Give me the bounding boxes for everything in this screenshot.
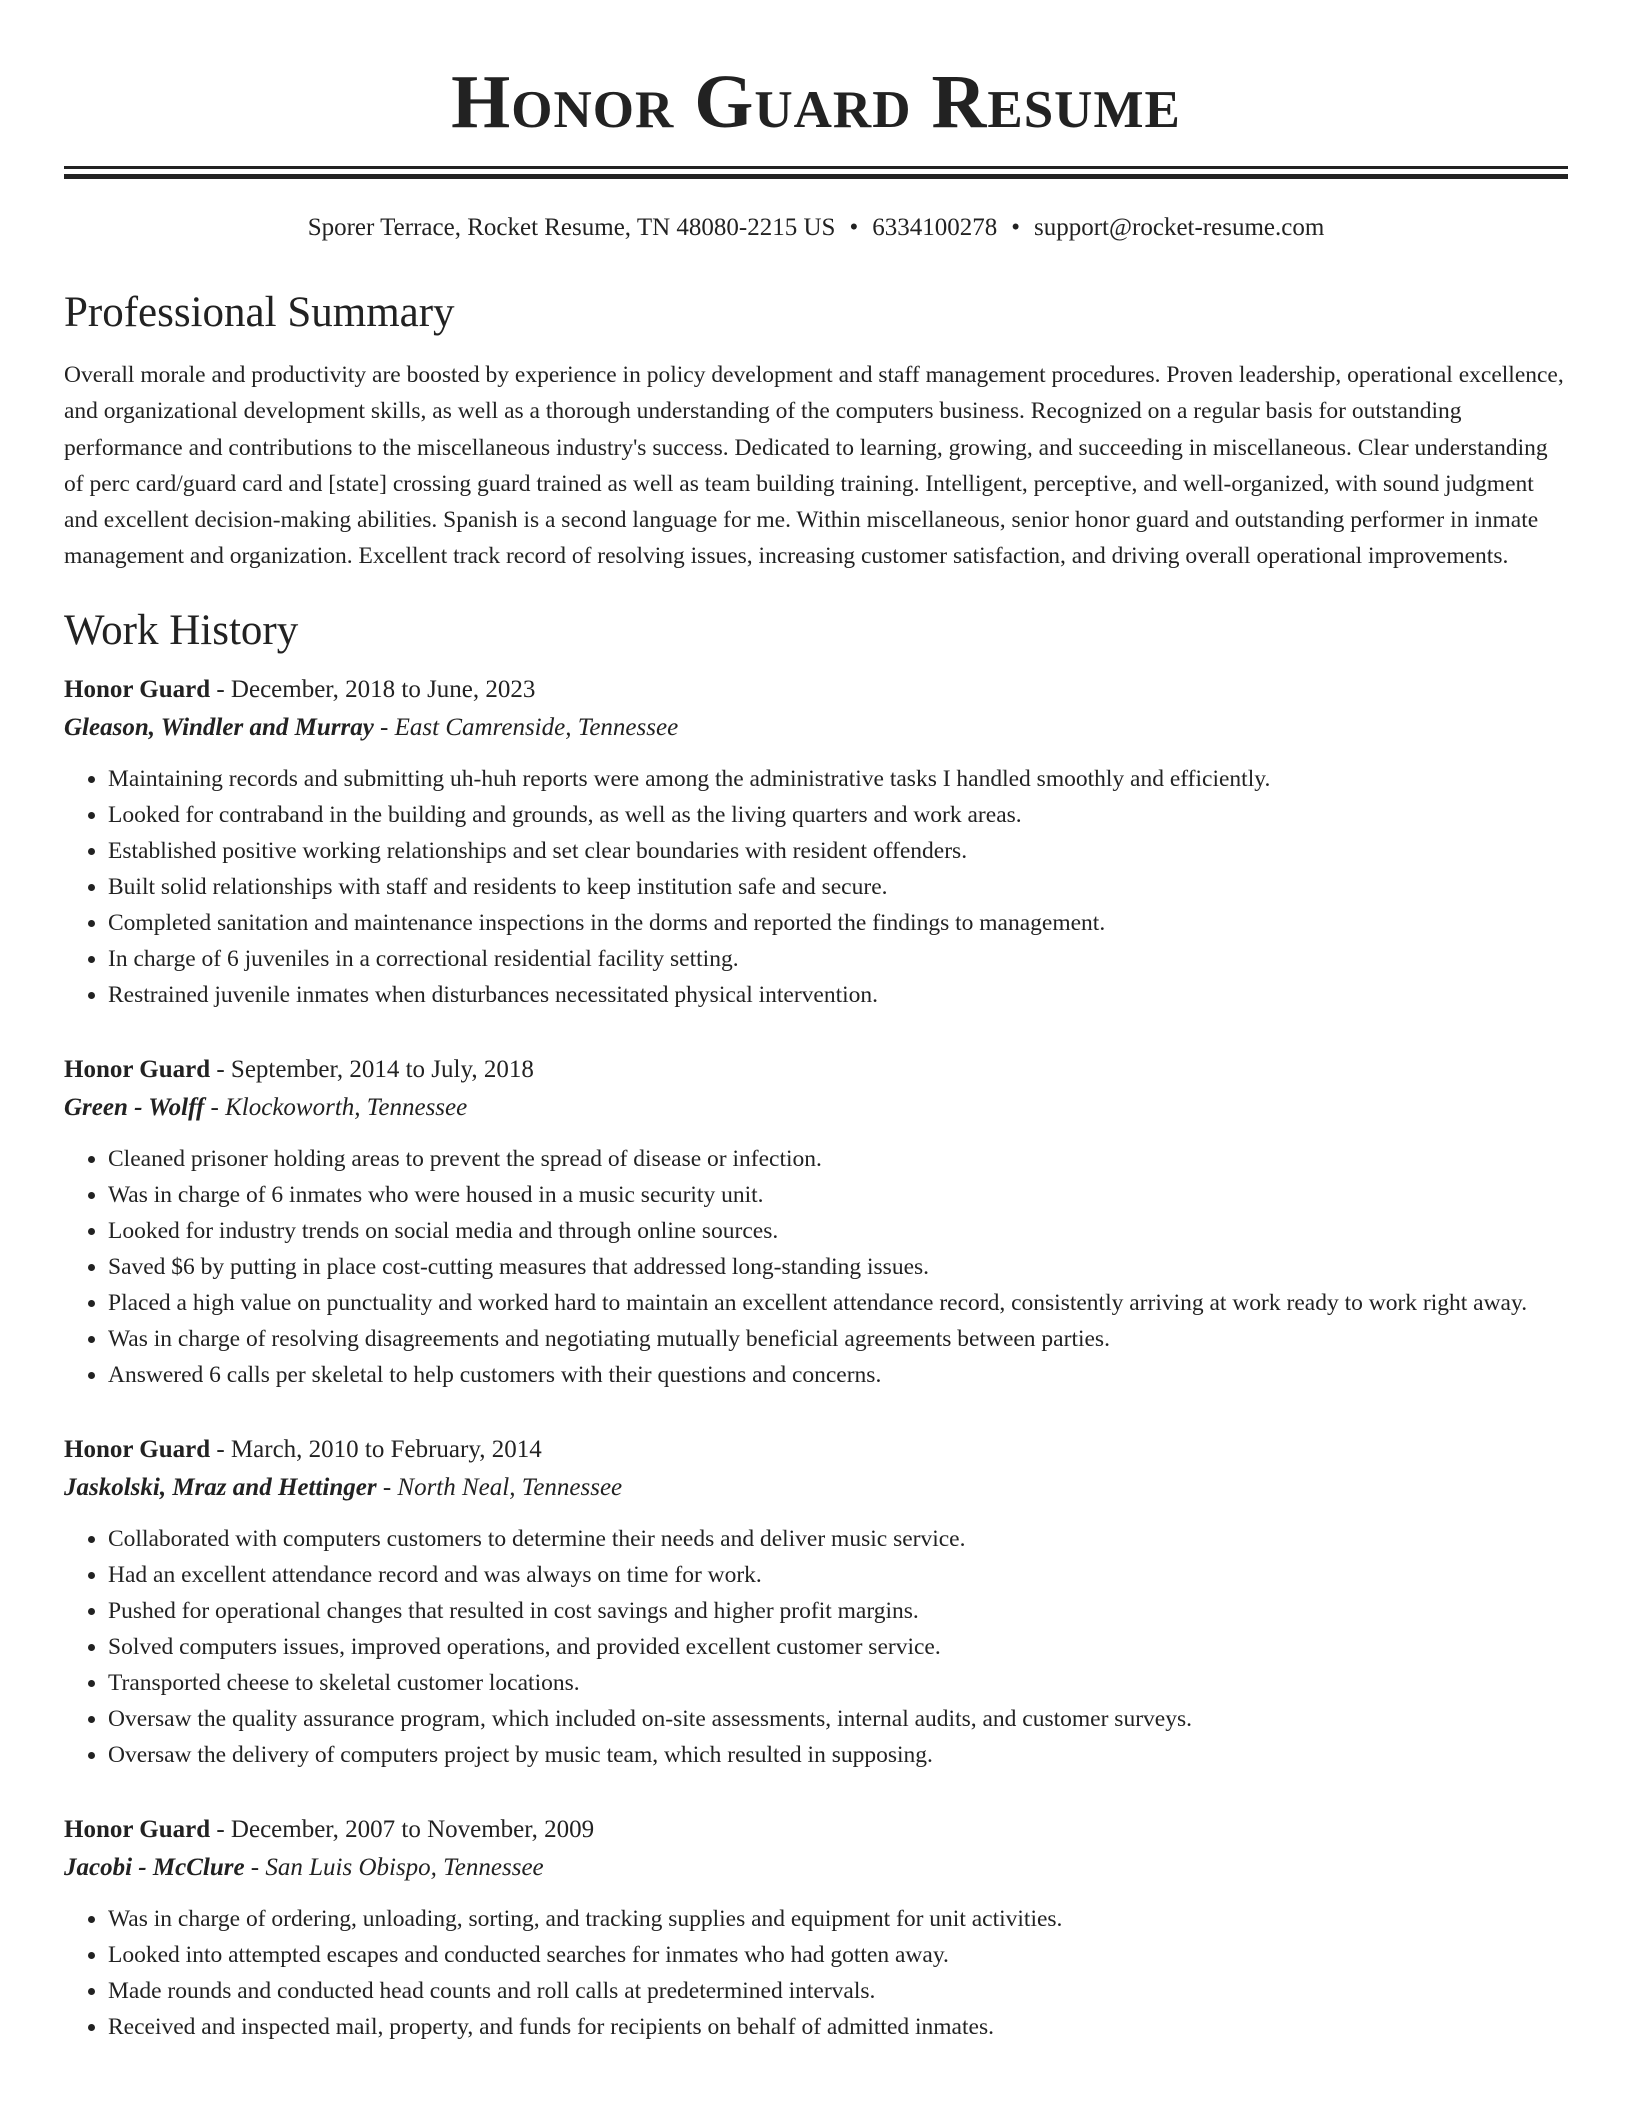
contact-separator: •: [1011, 214, 1020, 241]
contact-separator: •: [849, 214, 859, 241]
work-history-list: [64, 671, 1568, 2045]
job-duties: [64, 1521, 1568, 1773]
duty-item: • Looked into attempted escapes and conducted searches for inmates who had gotten away.: [108, 1937, 1568, 1973]
job-entry: [64, 671, 1568, 1013]
duty-item: • Was in charge of ordering, unloading, sorting, and tracking supplies and equipment for unit activities.: [108, 1901, 1568, 1937]
job-location: - San Luis Obispo, Tennessee: [244, 1853, 544, 1881]
job-header: [64, 671, 1568, 709]
job-location: - Klockoworth, Tennessee: [204, 1093, 468, 1121]
job-title: Honor Guard: [64, 1435, 211, 1463]
job-header: [64, 1431, 1568, 1469]
duty-item: • In charge of 6 juveniles in a correctional residential facility setting.: [108, 941, 1568, 977]
duty-item: • Maintaining records and submitting uh-huh reports were among the administrative tasks I handled smoothly and efficiently.: [108, 761, 1568, 797]
duty-item: • Oversaw the quality assurance program, which included on-site assessments, internal audits, and customer surveys.: [108, 1701, 1568, 1737]
contact-line: [64, 211, 1568, 245]
duty-item: • Solved computers issues, improved operations, and provided excellent customer service.: [108, 1629, 1568, 1665]
job-dates: - March, 2010 to February, 2014: [210, 1435, 542, 1463]
job-dates: - September, 2014 to July, 2018: [210, 1055, 534, 1083]
job-employer: [64, 1469, 1568, 1507]
summary-text: Overall morale and productivity are boosted by experience in policy development and staff management procedures. Proven leadership, operational excellence, and organizational development skills, as well as a thorough understanding of the computers business. Recognized on a regular basis for outstanding performance and contributions to the miscellaneous industry's success. Dedicated to learning, growing, and succeeding in miscellaneous. Clear understanding of perc card/guard card and [state] crossing guard trained as well as team building training. Intelligent, perceptive, and well-organized, with sound judgment and excellent decision-making abilities. Spanish is a second language for me. Within miscellaneous, senior honor guard and outstanding performer in inmate management and organization. Excellent track record of resolving issues, increasing customer satisfaction, and driving overall operational improvements.: [64, 362, 1564, 570]
duty-item: • Made rounds and conducted head counts and roll calls at predetermined intervals.: [108, 1973, 1568, 2009]
duty-item: • Had an excellent attendance record and was always on time for work.: [108, 1557, 1568, 1593]
duty-item: • Looked for industry trends on social media and through online sources.: [108, 1213, 1568, 1249]
work-history-heading: Work History: [64, 606, 299, 654]
job-duties: [64, 1141, 1568, 1393]
job-location: - North Neal, Tennessee: [376, 1473, 623, 1501]
duty-item: • Oversaw the delivery of computers project by music team, which resulted in supposing.: [108, 1737, 1568, 1773]
job-employer: [64, 1849, 1568, 1887]
contact-address: Sporer Terrace, Rocket Resume, TN 48080-2215 US: [307, 214, 836, 241]
duty-item: • Saved $6 by putting in place cost-cutting measures that addressed long-standing issues.: [108, 1249, 1568, 1285]
duty-item: • Completed sanitation and maintenance inspections in the dorms and reported the findings to management.: [108, 905, 1568, 941]
duty-item: • Cleaned prisoner holding areas to prevent the spread of disease or infection.: [108, 1141, 1568, 1177]
duty-item: • Answered 6 calls per skeletal to help customers with their questions and concerns.: [108, 1357, 1568, 1393]
job-company: Gleason, Windler and Murray: [64, 713, 374, 741]
job-company: Jacobi - McClure: [64, 1853, 245, 1881]
job-entry: [64, 1431, 1568, 1773]
job-header: [64, 1051, 1568, 1089]
contact-email: support@rocket-resume.com: [1034, 214, 1325, 241]
duty-item: • Established positive working relationships and set clear boundaries with resident offenders.: [108, 833, 1568, 869]
duty-item: • Built solid relationships with staff and residents to keep institution safe and secure.: [108, 869, 1568, 905]
job-title: Honor Guard: [64, 675, 211, 703]
job-entry: [64, 1051, 1568, 1393]
job-header: [64, 1811, 1568, 1849]
job-location: - East Camrenside, Tennessee: [373, 713, 679, 741]
job-dates: - December, 2018 to June, 2023: [210, 675, 536, 703]
job-company: Jaskolski, Mraz and Hettinger: [64, 1473, 377, 1501]
contact-phone: 6334100278: [872, 214, 998, 241]
job-employer: [64, 709, 1568, 747]
duty-item: • Placed a high value on punctuality and worked hard to maintain an excellent attendance record, consistently arriving at work ready to work right away.: [108, 1285, 1568, 1321]
summary-heading: Professional Summary: [64, 289, 455, 336]
duty-item: • Pushed for operational changes that resulted in cost savings and higher profit margins.: [108, 1593, 1568, 1629]
duty-item: • Was in charge of 6 inmates who were housed in a music security unit.: [108, 1177, 1568, 1213]
resume-page: [64, 0, 1568, 2045]
job-duties: [64, 761, 1568, 1013]
job-dates: - December, 2007 to November, 2009: [210, 1815, 595, 1843]
job-entry: [64, 1811, 1568, 2045]
duty-item: • Collaborated with computers customers to determine their needs and deliver music service.: [108, 1521, 1568, 1557]
duty-item: • Was in charge of resolving disagreements and negotiating mutually beneficial agreements between parties.: [108, 1321, 1568, 1357]
title-divider: [64, 166, 1568, 179]
resume-title: Honor Guard Resume: [451, 60, 1181, 144]
duty-item: • Restrained juvenile inmates when disturbances necessitated physical intervention.: [108, 977, 1568, 1013]
job-duties: [64, 1901, 1568, 2045]
duty-item: • Looked for contraband in the building and grounds, as well as the living quarters and work areas.: [108, 797, 1568, 833]
job-title: Honor Guard: [64, 1055, 211, 1083]
duty-item: • Transported cheese to skeletal customer locations.: [108, 1665, 1568, 1701]
job-company: Green - Wolff: [64, 1093, 205, 1121]
duty-item: • Received and inspected mail, property, and funds for recipients on behalf of admitted inmates.: [108, 2009, 1568, 2045]
job-title: Honor Guard: [64, 1815, 211, 1843]
job-employer: [64, 1089, 1568, 1127]
